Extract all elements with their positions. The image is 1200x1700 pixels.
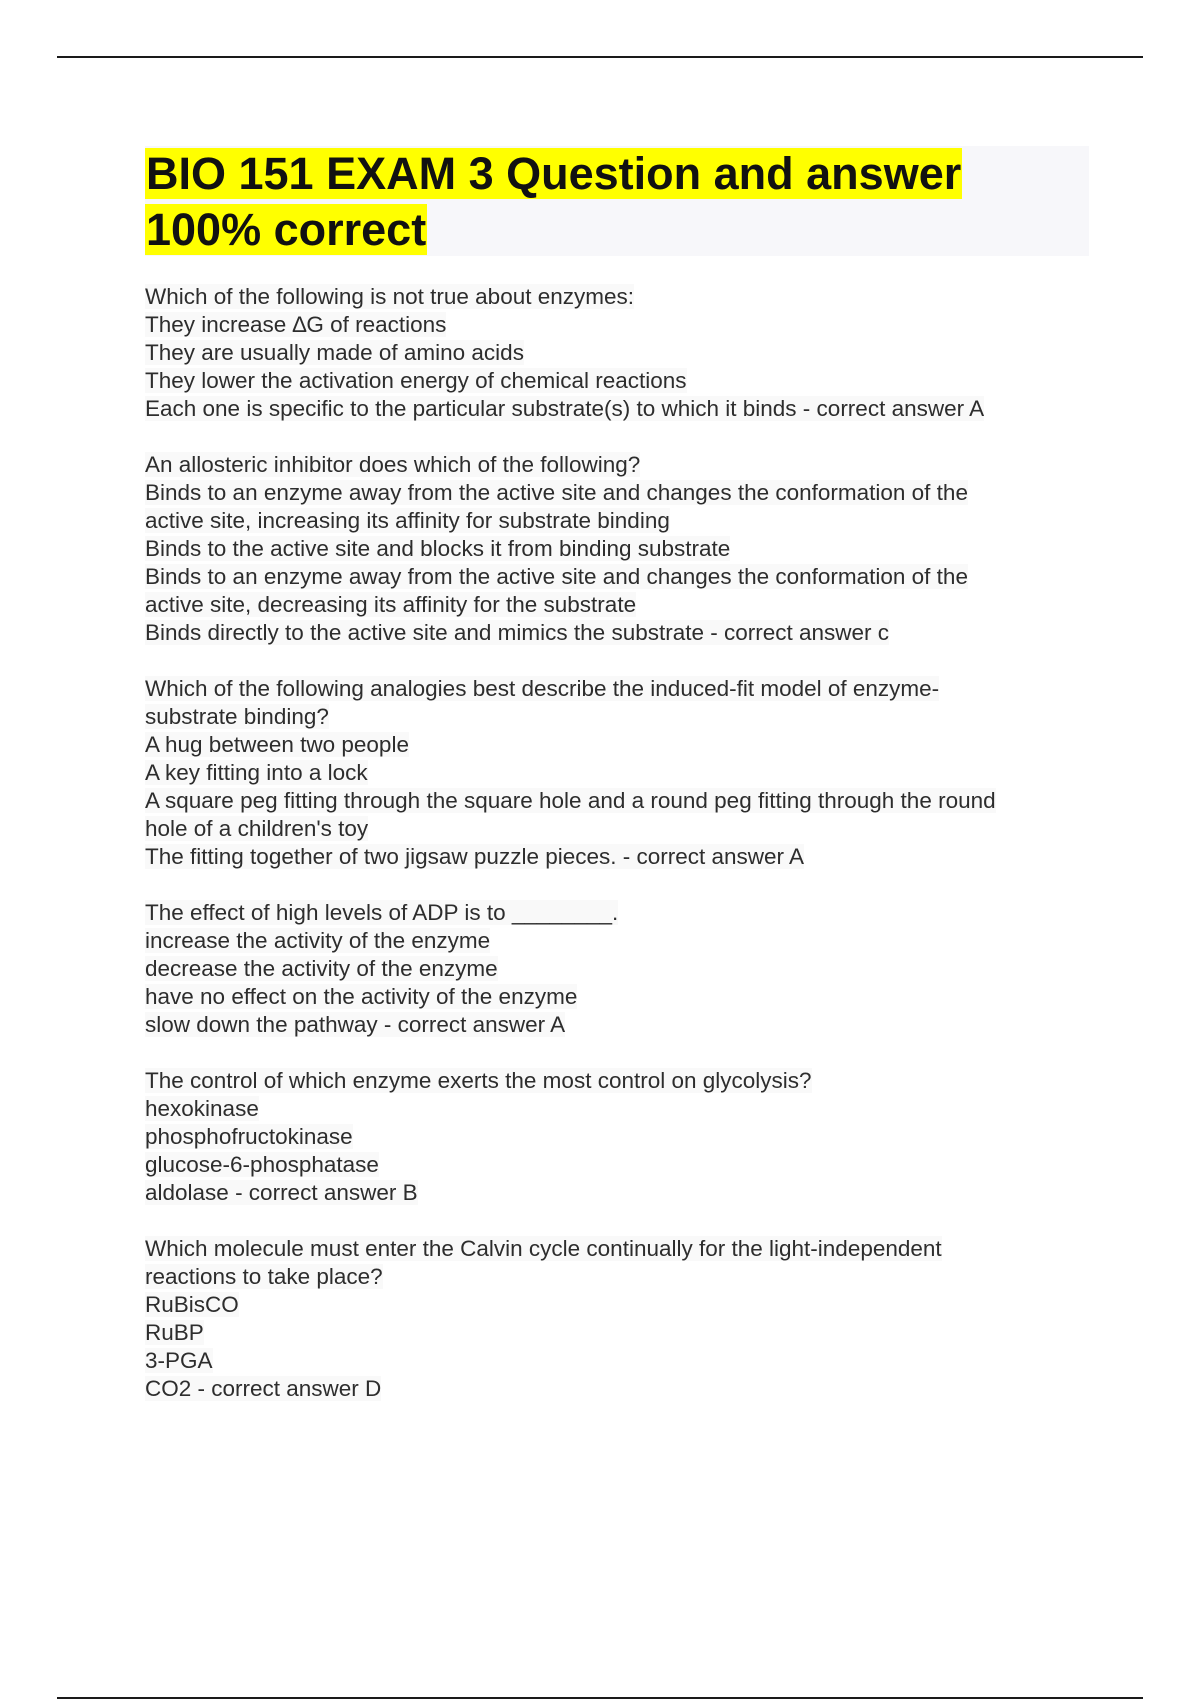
answer-option [145,787,1085,815]
document-title [145,146,1089,258]
line-text: active site, decreasing its affinity for the substrate [145,592,637,617]
title-line-2: 100% correct [146,204,427,255]
answer-option [145,619,1085,647]
top-rule [57,56,1143,58]
line-text: decrease the activity of the enzyme [145,956,498,981]
question-text [145,675,1085,703]
line-text: They lower the activation energy of chemical reactions [145,368,687,393]
line-text: reactions to take place? [145,1264,383,1289]
answer-option [145,367,1085,395]
title-block [145,146,1089,256]
question-block [145,899,1085,1039]
answer-option [145,955,1085,983]
question-text [145,451,1085,479]
answer-option [145,479,1085,507]
question-block [145,451,1085,647]
question-text [145,1235,1085,1263]
line-text: A square peg fitting through the square hole and a round peg fitting through the round [145,788,996,813]
question-text [145,1067,1085,1095]
line-text: The effect of high levels of ADP is to ________. [145,900,619,925]
answer-option [145,1095,1085,1123]
question-block [145,1235,1085,1403]
answer-option [145,1291,1085,1319]
line-text: Binds directly to the active site and mimics the substrate - correct answer c [145,620,890,645]
answer-option [145,1263,1085,1291]
line-text: 3-PGA [145,1348,213,1373]
answer-option [145,815,1085,843]
line-text: Each one is specific to the particular substrate(s) to which it binds - correct answer A [145,396,985,421]
bottom-rule [57,1697,1143,1699]
answer-option [145,703,1085,731]
answer-option [145,843,1085,871]
line-text: They are usually made of amino acids [145,340,524,365]
answer-option [145,1375,1085,1403]
question-block [145,1067,1085,1207]
answer-option [145,1179,1085,1207]
line-text: Binds to an enzyme away from the active site and changes the conformation of the [145,564,968,589]
line-text: hole of a children's toy [145,816,369,841]
question-list [145,283,1085,1431]
answer-option [145,1151,1085,1179]
line-text: substrate binding? [145,704,329,729]
answer-option [145,591,1085,619]
line-text: A key fitting into a lock [145,760,368,785]
line-text: Binds to an enzyme away from the active site and changes the conformation of the [145,480,968,505]
answer-option [145,1347,1085,1375]
title-line-1: BIO 151 EXAM 3 Question and answer [146,148,962,199]
line-text: Which of the following is not true about enzymes: [145,284,635,309]
question-block [145,283,1085,423]
line-text: A hug between two people [145,732,409,757]
line-text: RuBP [145,1320,204,1345]
answer-option [145,1011,1085,1039]
line-text: active site, increasing its affinity for substrate binding [145,508,670,533]
line-text: Binds to the active site and blocks it from binding substrate [145,536,731,561]
answer-option [145,395,1085,423]
line-text: aldolase - correct answer B [145,1180,418,1205]
answer-option [145,535,1085,563]
line-text: RuBisCO [145,1292,239,1317]
line-text: glucose-6-phosphatase [145,1152,379,1177]
answer-option [145,731,1085,759]
line-text: hexokinase [145,1096,259,1121]
question-text [145,899,1085,927]
line-text: An allosteric inhibitor does which of the following? [145,452,641,477]
answer-option [145,311,1085,339]
answer-option [145,1319,1085,1347]
answer-option [145,759,1085,787]
line-text: slow down the pathway - correct answer A [145,1012,566,1037]
question-block [145,675,1085,871]
line-text: Which molecule must enter the Calvin cycle continually for the light-independent [145,1236,942,1261]
line-text: The control of which enzyme exerts the most control on glycolysis? [145,1068,812,1093]
answer-option [145,507,1085,535]
line-text: CO2 - correct answer D [145,1376,382,1401]
line-text: increase the activity of the enzyme [145,928,491,953]
question-text [145,283,1085,311]
answer-option [145,563,1085,591]
answer-option [145,339,1085,367]
answer-option [145,927,1085,955]
answer-option [145,1123,1085,1151]
line-text: Which of the following analogies best describe the induced-fit model of enzyme- [145,676,940,701]
line-text: have no effect on the activity of the enzyme [145,984,578,1009]
answer-option [145,983,1085,1011]
line-text: They increase ∆G of reactions [145,312,447,337]
line-text: phosphofructokinase [145,1124,353,1149]
line-text: The fitting together of two jigsaw puzzle pieces. - correct answer A [145,844,805,869]
